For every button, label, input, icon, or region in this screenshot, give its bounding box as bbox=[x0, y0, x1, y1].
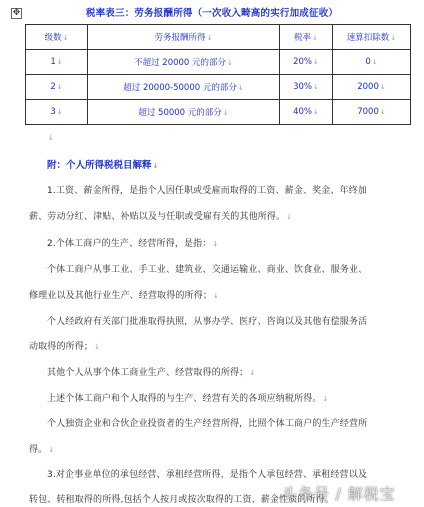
table-cell: 2↓ bbox=[26, 75, 88, 100]
body-text-line: 上述个体工商户和个人取得的与生产、经营有关的各项应纳税所得。↓ bbox=[47, 394, 329, 404]
header-cell: 级数↓ bbox=[26, 25, 88, 50]
table-cell: 40%↓ bbox=[280, 100, 333, 125]
table-title: 税率表三：劳务报酬所得（一次收入畸高的实行加成征收） bbox=[85, 8, 339, 19]
body-text-line: 其他个人从事个体工商业生产、经营取得的所得；↓ bbox=[47, 368, 256, 378]
table-cell: 0↓ bbox=[333, 50, 411, 75]
body-text-line: 得。↓ bbox=[29, 445, 55, 455]
paragraph-mark-icon: ↓ bbox=[48, 134, 54, 142]
body-text-line: 薪、劳动分红、津贴、补贴以及与任职或受雇有关的其他所得。↓ bbox=[29, 212, 293, 222]
body-text-line: 2.个体工商户的生产、经营所得，是指：↓ bbox=[47, 239, 219, 249]
body-text-line: 个体工商户从事工业、手工业、建筑业、交通运输业、商业、饮食业、服务业、 bbox=[47, 265, 368, 275]
table-cell: 2000↓ bbox=[333, 75, 411, 100]
table-move-handle-icon[interactable]: ✥ bbox=[12, 8, 21, 18]
table-header-row bbox=[26, 25, 411, 50]
body-text-line: 3.对企事业单位的承包经营、承租经营所得，是指个人承包经营、承租经营以及 bbox=[47, 470, 367, 480]
table-cell: 30%↓ bbox=[280, 75, 333, 100]
notes-title: 附：个人所得税税目解释↓ bbox=[47, 160, 159, 171]
body-text-line: 个人经政府有关部门批准取得执照，从事办学、医疗、咨询以及其他有偿服务活 bbox=[47, 317, 368, 327]
table-cell: 不超过 20000 元的部分↓ bbox=[88, 50, 280, 75]
table-cell: 超过 50000 元的部分↓ bbox=[88, 100, 280, 125]
table-cell: 20%↓ bbox=[280, 50, 333, 75]
body-text-line: 个人独资企业和合伙企业投资者的生产经营所得，比照个体工商户的生产经营所 bbox=[47, 419, 368, 429]
table-cell: 1↓ bbox=[26, 50, 88, 75]
body-text-line: 修理业以及其他行业生产、经营取得的所得；↓ bbox=[29, 291, 220, 301]
header-cell: 速算扣除数↓ bbox=[333, 25, 411, 50]
body-text-line: 1.工资、薪金所得，是指个人因任职或受雇而取得的工资、薪金、奖金、年终加 bbox=[47, 186, 367, 196]
body-text-line: 转包、转租取得的所得,包括个人按月或按次取得的工资、薪金性质的所得。 bbox=[29, 495, 334, 505]
table-cell: 7000↓ bbox=[333, 100, 411, 125]
header-cell: 劳务报酬所得↓ bbox=[88, 25, 280, 50]
body-text-line: 动取得的所得；↓ bbox=[29, 342, 101, 352]
tax-rate-table bbox=[25, 24, 411, 125]
table-cell: 超过 20000-50000 元的部分↓ bbox=[88, 75, 280, 100]
header-cell: 税率↓ bbox=[280, 25, 333, 50]
table-cell: 3↓ bbox=[26, 100, 88, 125]
watermark: 头条号 / 解税宝 bbox=[282, 485, 396, 503]
table-row bbox=[26, 75, 411, 100]
table-row bbox=[26, 100, 411, 125]
table-row bbox=[26, 50, 411, 75]
